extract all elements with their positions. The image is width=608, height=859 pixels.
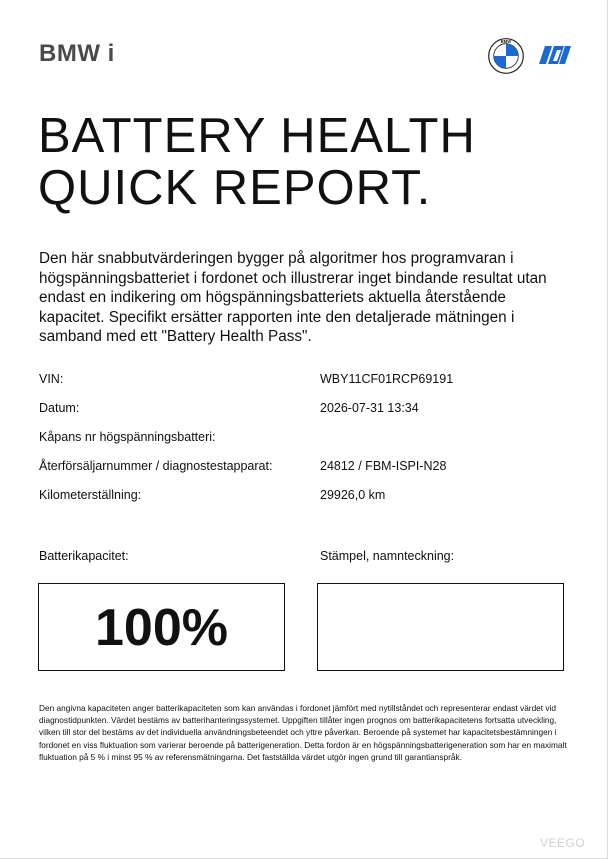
report-title [38, 110, 476, 214]
stamp-signature-box [317, 583, 564, 671]
mileage-label: Kilometerställning: [39, 488, 142, 502]
brand-wordmark: BMW i [39, 40, 115, 67]
field-row-battery-cover [39, 430, 579, 450]
title-line-1: BATTERY HEALTH [38, 109, 476, 163]
capacity-label: Batterikapacitet: [39, 549, 129, 563]
capacity-box [38, 583, 285, 671]
disclaimer-footnote: Den angivna kapaciteten anger batterikapaciteten som kan användas i fordonet jämfört med nytillståndet och representerar endast värdet vid diagnostidpunkten. Värdet bestäms av batterihanteringssystemet. Uppgiften tillåter ingen prognos om batterikapacitetens fortsatta utveckling, vilken till stor del bestäms av det individuella användningsbeteendet och yttre påverkan. Beroende på systemet har kapacitetsbestämningen i fordonet en viss fluktuation som varierar beroende på batterigeneration. Detta fordon är en högspänningsbatterigeneration som har en maximalt fluktuation på 5 % i minst 95 % av referensmätningarna. Det fastställda värdet utgör ingen grund till garantianspråk. [39, 703, 567, 762]
svg-text:BMW: BMW [500, 38, 512, 44]
stamp-label: Stämpel, namnteckning: [320, 549, 455, 563]
field-row-mileage [39, 488, 579, 508]
title-line-2: QUICK REPORT. [38, 161, 432, 215]
bmw-roundel-logo [488, 38, 524, 74]
dealer-value: 24812 / FBM-ISPI-N28 [320, 459, 447, 473]
field-row-vin [39, 372, 579, 392]
mileage-value: 29926,0 km [320, 488, 386, 502]
battery-cover-label: Kåpans nr högspänningsbatteri: [39, 430, 216, 444]
field-row-dealer [39, 459, 579, 479]
vin-value: WBY11CF01RCP69191 [320, 372, 454, 386]
dealer-label: Återförsäljarnummer / diagnostestapparat: [39, 459, 273, 473]
date-value: 2026-07-31 13:34 [320, 401, 419, 415]
vin-label: VIN: [39, 372, 64, 386]
bmw-i-logo [537, 44, 573, 66]
field-row-date [39, 401, 579, 421]
date-label: Datum: [39, 401, 80, 415]
intro-paragraph: Den här snabbutvärderingen bygger på algoritmer hos programvaran i högspänningsbatteriet i fordonet och illustrerar inget bindande resultat utan endast en indikering om högspänningsbatteriets aktuella återstående kapacitet. Specifikt ersätter rapporten inte den detaljerade mätningen i samband med ett "Battery Health Pass". [39, 250, 547, 345]
capacity-value: 100% [95, 599, 228, 657]
watermark: VEEGO [540, 836, 586, 850]
